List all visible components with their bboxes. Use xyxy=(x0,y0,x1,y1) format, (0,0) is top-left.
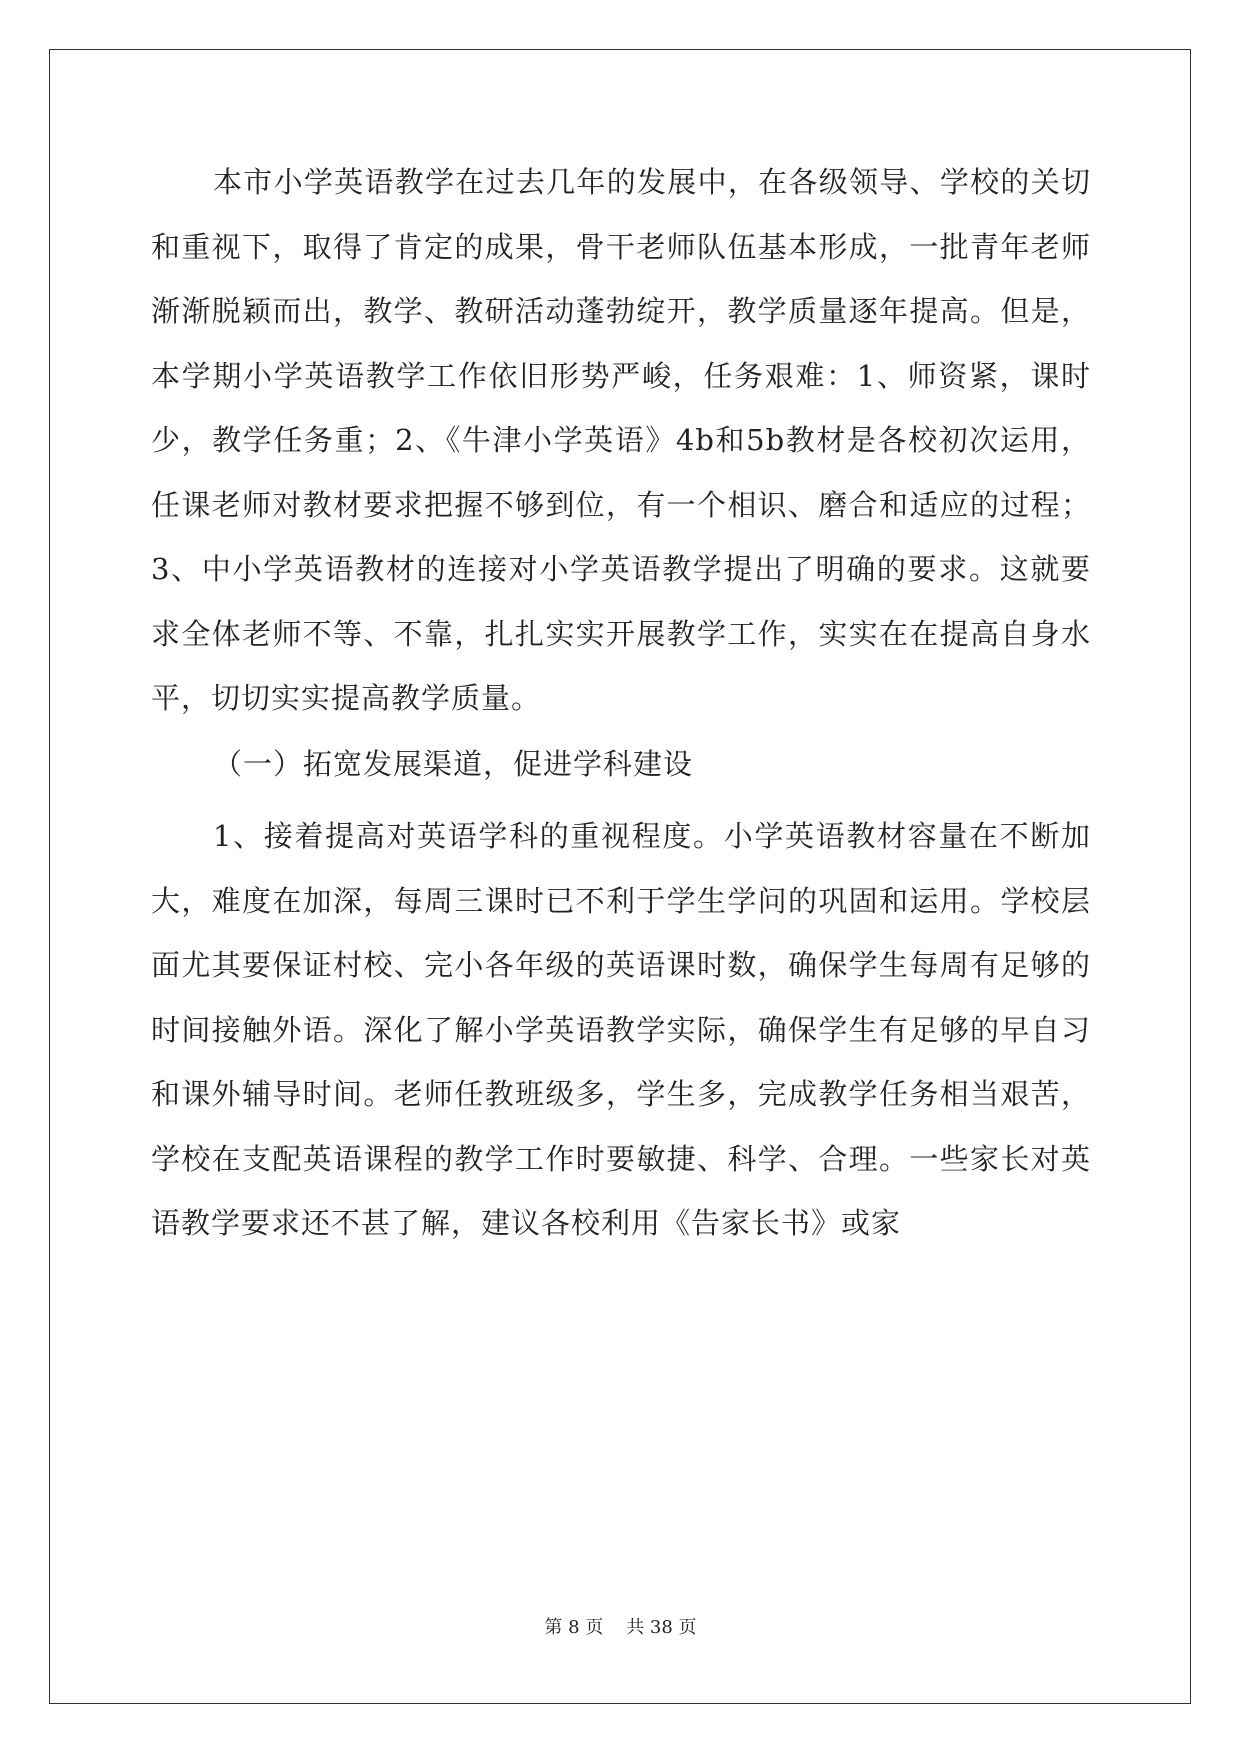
document-body xyxy=(151,150,1091,1256)
section-heading: （一）拓宽发展渠道，促进学科建设 xyxy=(213,746,694,781)
paragraph-item-1: 1、接着提高对英语学科的重视程度。小学英语教材容量在不断加大，难度在加深，每周三课时已不利于学生学问的巩固和运用。学校层面尤其要保证村校、完小各年级的英语课时数，确保学生每周有足够的时间接触外语。深化了解小学英语教学实际，确保学生有足够的早自习和课外辅导时间。老师任教班级多，学生多，完成教学任务相当艰苦，学校在支配英语课程的教学工作时要敏捷、科学、合理。一些家长对英语教学要求还不甚了解，建议各校利用《告家长书》或家 xyxy=(151,819,1091,1240)
paragraph-intro: 本市小学英语教学在过去几年的发展中，在各级领导、学校的关切和重视下，取得了肯定的成果，骨干老师队伍基本形成，一批青年老师渐渐脱颖而出，教学、教研活动蓬勃绽开，教学质量逐年提高。但是，本学期小学英语教学工作依旧形势严峻，任务艰难：1、师资紧，课时少，教学任务重；2、《牛津小学英语》4b和5b教材是各校初次运用，任课老师对教材要求把握不够到位，有一个相识、磨合和适应的过程；3、中小学英语教材的连接对小学英语教学提出了明确的要求。这就要求全体老师不等、不靠，扎扎实实开展教学工作，实实在在提高自身水平，切切实实提高教学质量。 xyxy=(151,165,1091,715)
page-number-footer: 第 8 页 共 38 页 xyxy=(544,1617,697,1638)
